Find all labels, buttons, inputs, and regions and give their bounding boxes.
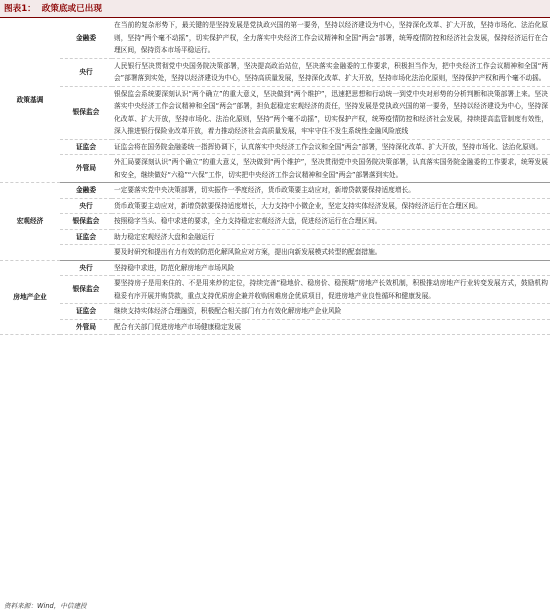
org-cell: 央行 — [60, 58, 112, 86]
org-cell: 外管局 — [60, 319, 112, 335]
org-cell: 银保监会 — [60, 86, 112, 139]
table-title — [0, 0, 550, 18]
policy-text: 人民银行坚决贯彻党中央国务院决策部署，坚决提高政治站位，坚决落实金融委的工作要求，积极担当作为，把中央经济工作会议精神和全国“两会”部署落到实处，坚持以经济建设为中心，坚持高质量发展，坚持深化改革、扩大开放，坚持市场化法治化原则，坚持保护产权和两个毫不动摇。 — [112, 58, 550, 86]
org-cell: 外管局 — [60, 155, 112, 183]
policy-text: 证监会将在国务院金融委统一指挥协调下，认真落实中央经济工作会议和全国“两会”部署，坚持深化改革、扩大开放，坚持市场化、法治化原则。 — [112, 139, 550, 155]
policy-text: 按照稳字当头、稳中求进的要求，全力支持稳定宏观经济大盘，促进经济运行在合理区间。 — [112, 214, 550, 230]
category-policy-tone: 政策基调 — [0, 18, 60, 183]
policy-text: 助力稳定宏观经济大盘和金融运行 — [112, 229, 550, 245]
category-macro-economy: 宏观经济 — [0, 183, 60, 261]
org-cell: 银保监会 — [60, 214, 112, 230]
org-cell: 证监会 — [60, 229, 112, 245]
table-row — [0, 260, 550, 276]
table-row — [0, 183, 550, 199]
table-row — [0, 18, 550, 58]
policy-text: 坚持稳中求进，防范化解房地产市场风险 — [112, 260, 550, 276]
org-cell: 金融委 — [60, 18, 112, 58]
org-cell: 央行 — [60, 198, 112, 214]
table-row — [0, 245, 550, 261]
table-row — [0, 58, 550, 86]
table-row — [0, 276, 550, 304]
table-title-text: 政策底或已出现 — [41, 4, 102, 14]
org-cell: 央行 — [60, 260, 112, 276]
org-cell: 银保监会 — [60, 276, 112, 304]
table-row — [0, 214, 550, 230]
policy-text: 外汇局要深刻认识“两个确立”的重大意义，坚决做到“两个维护”，坚决贯彻党中央国务院决策部署，认真落实国务院金融委的工作要求，统筹发展和安全，继续做好“六稳”“六保”工作，切实把中央经济工作会议精神和全国“两会”部署落到实处。 — [112, 155, 550, 183]
table-row — [0, 155, 550, 183]
table-title-prefix: 图表1： — [4, 4, 36, 14]
policy-text: 配合有关部门促进房地产市场健康稳定发展 — [112, 319, 550, 335]
table-row — [0, 304, 550, 320]
policy-text: 继续支持实体经济合理融资，积极配合相关部门有力有效化解房地产企业风险 — [112, 304, 550, 320]
policy-text: 要及时研究和提出有力有效的防范化解风险应对方案，提出向新发展模式转型的配套措施。 — [112, 245, 550, 261]
policy-text: 货币政策要主动应对，新增贷款要保持适度增长，大力支持中小微企业，坚定支持实体经济发展，保持经济运行在合理区间。 — [112, 198, 550, 214]
org-cell: 证监会 — [60, 139, 112, 155]
source-note: 资料来源：Wind，中信建投 — [4, 602, 87, 610]
org-cell — [60, 245, 112, 261]
table-row — [0, 319, 550, 335]
policy-table — [0, 18, 550, 335]
table-row — [0, 86, 550, 139]
table-row — [0, 229, 550, 245]
org-cell: 金融委 — [60, 183, 112, 199]
policy-text: 在当前的复杂形势下，最关键的是坚持发展是党执政兴国的第一要务，坚持以经济建设为中心，坚持深化改革、扩大开放，坚持市场化、法治化原则，坚持“两个毫不动摇”，切实保护产权，全力落实中央经济工作会议精神和全国“两会”部署，统筹疫情防控和经济社会发展，保持经济运行在合理区间，保持资本市场平稳运行。 — [112, 18, 550, 58]
policy-text: 一定要落实党中央决策部署，切实振作一季度经济，货币政策要主动应对，新增贷款要保持适度增长。 — [112, 183, 550, 199]
table-row — [0, 139, 550, 155]
org-cell: 证监会 — [60, 304, 112, 320]
policy-text: 要坚持房子是用来住的、不是用来炒的定位，持续完善“稳地价、稳房价、稳预期”房地产长效机制，积极推动房地产行业转变发展方式，鼓励机构稳妥有序开展并购贷款，重点支持优质房企兼并收购困难房企优质项目，促进房地产业良性循环和健康发展。 — [112, 276, 550, 304]
category-real-estate: 房地产企业 — [0, 260, 60, 335]
table-row — [0, 198, 550, 214]
policy-text: 银保监会系统要深刻认识“两个确立”的重大意义，坚决做到“两个维护”，迅速把思想和行动统一到党中央对形势的分析判断和决策部署上来。坚决落实中央经济工作会议精神和全国“两会”部署，担负起稳定宏观经济的责任，坚持发展是党执政兴国的第一要务，坚持以经济建设为中心，坚持深化改革、扩大开放，坚持市场化、法治化原则，坚持“两个毫不动摇”，切实保护产权，统筹疫情防控和经济社会发展，持续提高监管制度有效性，深入推进银行保险业改革开放，着力推动经济社会高质量发展，牢牢守住不发生系统性金融风险底线 — [112, 86, 550, 139]
